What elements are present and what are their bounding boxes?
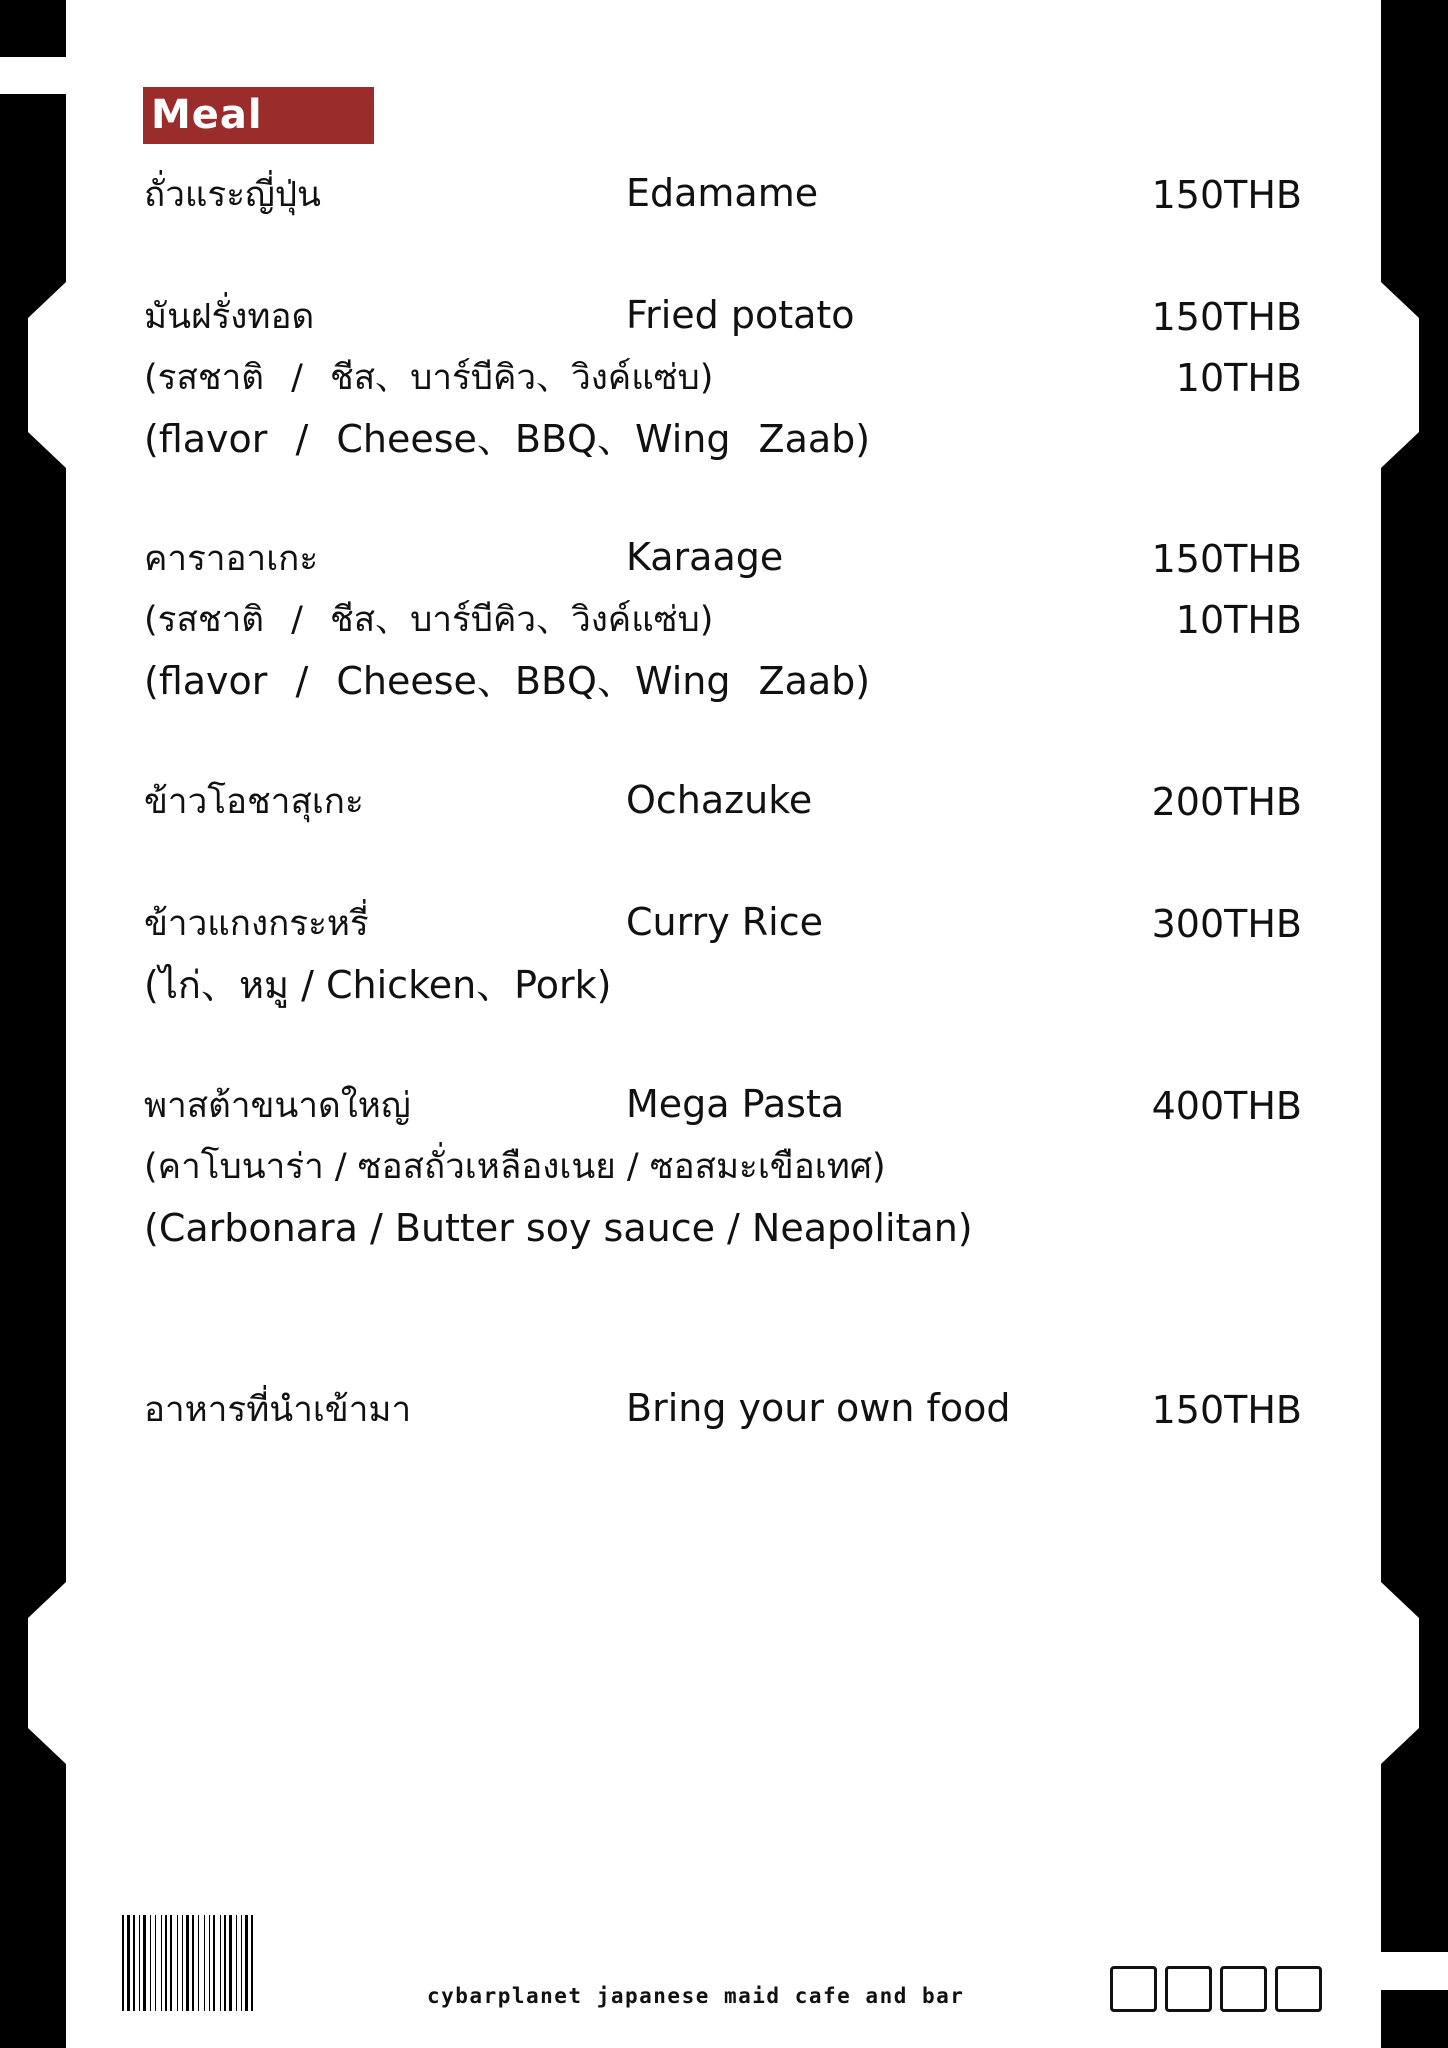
item-mega-pasta-thai: พาสต้าขนาดใหญ่	[144, 1086, 411, 1126]
frame-top-left-stub	[0, 0, 66, 57]
barcode-icon	[122, 1915, 253, 2011]
item-fried-potato-thai: มันฝรั่งทอด	[144, 297, 315, 337]
item-mega-pasta-sauce-thai: (คาโบนาร่า / ซอสถั่วเหลืองเนย / ซอสมะเขือเทศ)	[144, 1147, 886, 1187]
item-byof-english: Bring your own food	[626, 1386, 1011, 1430]
item-mega-pasta-english: Mega Pasta	[626, 1082, 845, 1126]
section-title-meal: Meal	[143, 87, 374, 144]
footer-box-3	[1220, 1966, 1267, 2012]
item-ochazuke-price: 200THB	[1151, 780, 1302, 824]
item-karaage-flavor-english: (flavor / Cheese、BBQ、Wing Zaab)	[144, 659, 871, 703]
item-fried-potato-flavor-thai: (รสชาติ / ชีส、บาร์บีคิว、วิงค์แซ่บ)	[144, 358, 714, 398]
item-edamame-english: Edamame	[626, 171, 819, 215]
item-mega-pasta-price: 400THB	[1151, 1084, 1302, 1128]
item-byof-thai: อาหารที่นำเข้ามา	[144, 1390, 412, 1430]
item-karaage-thai: คาราอาเกะ	[144, 539, 319, 579]
item-mega-pasta-sauce-english: (Carbonara / Butter soy sauce / Neapolitan)	[144, 1206, 973, 1250]
item-karaage-english: Karaage	[626, 535, 784, 579]
item-karaage-flavor-price: 10THB	[1175, 598, 1302, 642]
item-edamame-price: 150THB	[1151, 173, 1302, 217]
footer-box-2	[1165, 1966, 1212, 2012]
item-curry-rice-options: (ไก่、หมู / Chicken、Pork)	[144, 963, 612, 1007]
item-karaage-flavor-thai: (รสชาติ / ชีส、บาร์บีคิว、วิงค์แซ่บ)	[144, 600, 714, 640]
item-curry-rice-english: Curry Rice	[626, 900, 823, 944]
footer-boxes	[1110, 1966, 1330, 2016]
item-edamame-thai: ถั่วแระญี่ปุ่น	[144, 175, 321, 215]
footer-box-4	[1275, 1966, 1322, 2012]
item-ochazuke-english: Ochazuke	[626, 778, 813, 822]
footer-brand-text: cybarplanet japanese maid cafe and bar	[427, 1984, 965, 2008]
item-fried-potato-english: Fried potato	[626, 293, 855, 337]
item-curry-rice-thai: ข้าวแกงกระหรี่	[144, 904, 369, 944]
footer-box-1	[1110, 1966, 1157, 2012]
item-curry-rice-price: 300THB	[1151, 902, 1302, 946]
item-fried-potato-flavor-price: 10THB	[1175, 356, 1302, 400]
item-karaage-price: 150THB	[1151, 537, 1302, 581]
item-fried-potato-price: 150THB	[1151, 295, 1302, 339]
item-byof-price: 150THB	[1151, 1388, 1302, 1432]
frame-left-band	[0, 94, 66, 2048]
frame-bottom-right-stub	[1381, 1990, 1448, 2048]
frame-right-band	[1381, 0, 1448, 1952]
item-fried-potato-flavor-english: (flavor / Cheese、BBQ、Wing Zaab)	[144, 417, 871, 461]
item-ochazuke-thai: ข้าวโอชาสุเกะ	[144, 782, 364, 822]
